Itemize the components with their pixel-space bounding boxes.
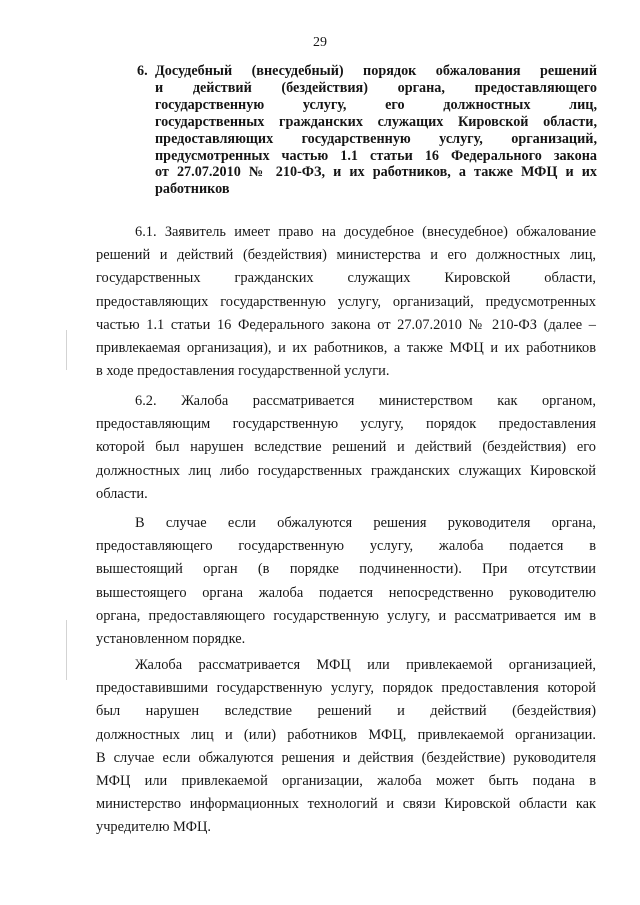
text-line: министерство информационных технологий и связи Кировской области как bbox=[96, 796, 596, 813]
heading-line: предусмотренных частью 1.1 статьи 16 Федерального закона bbox=[155, 147, 597, 164]
text-line: предоставляющих государственную услугу, организаций, предусмотренных bbox=[96, 293, 596, 310]
text-line: предоставляющего государственную услугу, жалоба подается в bbox=[96, 538, 596, 555]
heading-line: государственную услугу, его должностных лиц, bbox=[155, 96, 597, 113]
text-line: Жалоба рассматривается МФЦ или привлекаемой организацией, bbox=[135, 657, 596, 673]
text-line: должностных лиц либо государственных гражданских служащих Кировской bbox=[96, 462, 596, 479]
text-line: предоставляющим государственную услугу, порядок предоставления bbox=[96, 416, 596, 433]
text-line: вышестоящий орган (в порядке подчиненности). При отсутствии bbox=[96, 561, 596, 578]
heading-line: государственных гражданских служащих Кировской области, bbox=[155, 113, 597, 130]
text-line: учредителю МФЦ. bbox=[96, 819, 212, 836]
paragraph-6-2 bbox=[96, 390, 596, 506]
text-line: государственных гражданских служащих Кировской области, bbox=[96, 270, 596, 287]
text-line: области. bbox=[96, 485, 148, 502]
text-line: привлекаемая организация), и их работников, а также МФЦ и их работников bbox=[96, 340, 596, 357]
text-line: МФЦ или привлекаемой организации, жалоба может быть подана в bbox=[96, 773, 596, 790]
text-line: вышестоящего органа жалоба подается непосредственно руководителю bbox=[96, 584, 596, 601]
paragraph-mfc-complaint bbox=[96, 654, 596, 840]
section-heading bbox=[137, 63, 597, 198]
text-line: органа, предоставляющего государственную услугу, и рассматривается им в bbox=[96, 607, 596, 624]
text-line: 6.2. Жалоба рассматривается министерством как органом, bbox=[135, 393, 596, 409]
text-line: установленном порядке. bbox=[96, 631, 246, 648]
text-line: которой был нарушен вследствие решений и действий (бездействия) его bbox=[96, 439, 596, 456]
scan-margin-mark bbox=[66, 330, 67, 370]
scan-margin-mark bbox=[66, 620, 67, 680]
text-line: должностных лиц и (или) работников МФЦ, привлекаемой организации. bbox=[96, 726, 596, 743]
paragraph-superior-body bbox=[96, 512, 596, 651]
text-line: В случае если обжалуются решения и действия (бездействие) руководителя bbox=[96, 749, 596, 766]
page-number: 29 bbox=[313, 35, 327, 50]
text-line: был нарушен вследствие решений и действий (бездействия) bbox=[96, 703, 596, 720]
section-number: 6. bbox=[137, 63, 148, 79]
heading-line: работников bbox=[155, 181, 230, 198]
text-line: В случае если обжалуются решения руководителя органа, bbox=[135, 515, 596, 531]
heading-line: Досудебный (внесудебный) порядок обжалования решений bbox=[155, 63, 597, 79]
heading-line: и действий (бездействия) органа, предоставляющего bbox=[155, 79, 597, 96]
text-line: в ходе предоставления государственной услуги. bbox=[96, 363, 390, 380]
paragraph-6-1 bbox=[96, 221, 596, 383]
text-line: 6.1. Заявитель имеет право на досудебное (внесудебное) обжалование bbox=[135, 224, 596, 240]
text-line: частью 1.1 статьи 16 Федерального закона от 27.07.2010 № 210-ФЗ (далее – bbox=[96, 316, 596, 333]
heading-line: от 27.07.2010 № 210-ФЗ, и их работников, а также МФЦ и их bbox=[155, 164, 597, 181]
text-line: предоставившими государственную услугу, порядок предоставления которой bbox=[96, 680, 596, 697]
heading-line: предоставляющих государственную услугу, организаций, bbox=[155, 130, 597, 147]
text-line: решений и действий (бездействия) министерства и его должностных лиц, bbox=[96, 247, 596, 264]
